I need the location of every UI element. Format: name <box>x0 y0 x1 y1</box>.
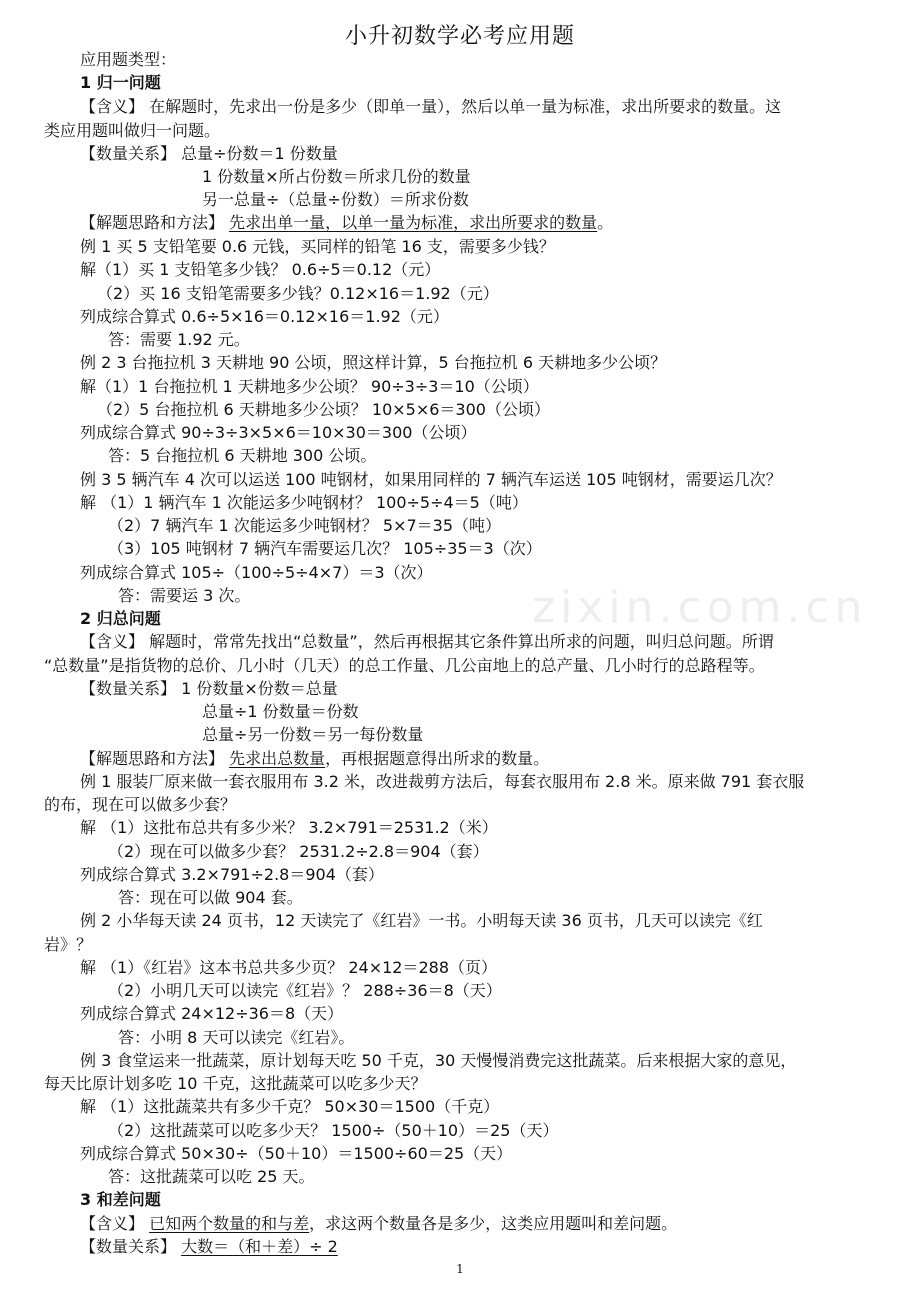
section-heading: 2 归总问题 <box>80 609 161 628</box>
example-question: 例 3 5 辆汽车 4 次可以运送 100 吨钢材，如果用同样的 7 辆汽车运送 105 吨钢材，需要运几次？ <box>80 470 782 489</box>
relation-line <box>80 142 338 165</box>
combined-formula: 列成综合算式 50×30÷（50＋10）＝1500÷60＝25（天） <box>80 1144 513 1163</box>
example-question-continuation: 每天比原计划多吃 10 千克，这批蔬菜可以吃多少天？ <box>44 1074 427 1093</box>
solution-step: （2）现在可以做多少套？ 2531.2÷2.8＝904（套） <box>108 842 489 861</box>
combined-formula: 列成综合算式 3.2×791÷2.8＝904（套） <box>80 865 384 884</box>
meaning-line <box>80 630 774 653</box>
meaning-text: 解题时，常常先找出“总数量”，然后再根据其它条件算出所求的问题，叫归总问题。所谓 <box>149 632 774 651</box>
solution-step: 解 （1）1 辆汽车 1 次能运多少吨钢材？ 100÷5÷4＝5（吨） <box>80 493 528 512</box>
solution-step: 解 （1）这批蔬菜共有多少千克？ 50×30＝1500（千克） <box>80 1097 500 1116</box>
relation-formula: 大数＝（和＋差）÷ 2 <box>181 1237 338 1256</box>
section-heading: 1 归一问题 <box>80 73 161 92</box>
method-end: 。 <box>597 213 614 232</box>
combined-formula: 列成综合算式 0.6÷5×16＝0.12×16＝1.92（元） <box>80 307 449 326</box>
solution-step: 解（1）买 1 支铅笔多少钱？ 0.6÷5＝0.12（元） <box>80 260 441 279</box>
relation-line <box>80 677 338 700</box>
solution-step: （2）买 16 支铅笔需要多少钱？0.12×16＝1.92（元） <box>97 284 499 303</box>
example-question-continuation: 的布，现在可以做多少套？ <box>44 795 237 814</box>
example-question: 例 1 服装厂原来做一套衣服用布 3.2 米，改进裁剪方法后，每套衣服用布 2.8 米。原来做 791 套衣服 <box>80 772 805 791</box>
solution-step: （2）5 台拖拉机 6 天耕地多少公顷？ 10×5×6＝300（公顷） <box>97 400 550 419</box>
document-title: 小升初数学必考应用题 <box>344 24 575 49</box>
meaning-line <box>80 95 781 118</box>
relation-formula: 总量÷另一份数＝另一每份数量 <box>202 725 424 744</box>
relation-label: 【数量关系】 <box>80 144 177 163</box>
meaning-text: 在解题时，先求出一份是多少（即单一量），然后以单一量为标准，求出所要求的数量。这 <box>149 97 782 116</box>
solution-step: （2）小明几天可以读完《红岩》？ 288÷36＝8（天） <box>108 981 502 1000</box>
relation-formula: 总量÷份数＝1 份数量 <box>181 144 338 163</box>
solution-step: （2）这批蔬菜可以吃多少天？ 1500÷（50＋10）＝25（天） <box>108 1121 559 1140</box>
meaning-line <box>80 1212 677 1235</box>
section-heading: 3 和差问题 <box>80 1190 161 1209</box>
meaning-text: 已知两个数量的和与差 <box>149 1214 310 1233</box>
relation-formula: 总量÷1 份数量＝份数 <box>202 702 359 721</box>
answer: 答：需要运 3 次。 <box>118 586 251 605</box>
solution-step: 解 （1）《红岩》这本书总共多少页？ 24×12＝288（页） <box>80 958 498 977</box>
relation-label: 【数量关系】 <box>80 679 177 698</box>
meaning-label: 【含义】 <box>80 97 145 116</box>
method-label: 【解题思路和方法】 <box>80 213 225 232</box>
relation-formula: 1 份数量×份数＝总量 <box>181 679 338 698</box>
solution-step: 解 （1）这批布总共有多少米？ 3.2×791＝2531.2（米） <box>80 818 498 837</box>
combined-formula: 列成综合算式 105÷（100÷5÷4×7）＝3（次） <box>80 563 433 582</box>
answer: 答：5 台拖拉机 6 天耕地 300 公顷。 <box>108 446 377 465</box>
example-question: 例 2 3 台拖拉机 3 天耕地 90 公顷，照这样计算，5 台拖拉机 6 天耕地多少公顷？ <box>80 353 667 372</box>
meaning-end: ，求这两个数量各是多少，这类应用题叫和差问题。 <box>309 1214 678 1233</box>
watermark: zixin.com.cn <box>532 582 868 633</box>
meaning-label: 【含义】 <box>80 632 145 651</box>
answer: 答：需要 1.92 元。 <box>108 330 250 349</box>
example-question: 例 3 食堂运来一批蔬菜，原计划每天吃 50 千克，30 天慢慢消费完这批蔬菜。后来根据大家的意见， <box>80 1051 797 1070</box>
meaning-continuation: 类应用题叫做归一问题。 <box>44 121 221 140</box>
combined-formula: 列成综合算式 24×12÷36＝8（天） <box>80 1004 344 1023</box>
method-text: 先求出总数量 <box>229 749 326 768</box>
meaning-continuation: “总数量”是指货物的总价、几小时（几天）的总工作量、几公亩地上的总产量、几小时行的总路程等。 <box>44 656 765 675</box>
solution-step: （2）7 辆汽车 1 次能运多少吨钢材？ 5×7＝35（吨） <box>108 516 502 535</box>
answer: 答：这批蔬菜可以吃 25 天。 <box>108 1167 315 1186</box>
example-question-continuation: 岩》？ <box>44 935 93 954</box>
method-line <box>80 211 613 234</box>
method-label: 【解题思路和方法】 <box>80 749 225 768</box>
relation-label: 【数量关系】 <box>80 1237 177 1256</box>
method-text: 先求出单一量，以单一量为标准，求出所要求的数量 <box>229 213 598 232</box>
intro-text: 应用题类型： <box>80 50 177 69</box>
page-number: 1 <box>456 1262 464 1276</box>
example-question: 例 1 买 5 支铅笔要 0.6 元钱，买同样的铅笔 16 支，需要多少钱？ <box>80 237 555 256</box>
example-question: 例 2 小华每天读 24 页书，12 天读完了《红岩》一书。小明每天读 36 页书，几天可以读完《红 <box>80 911 763 930</box>
relation-formula: 1 份数量×所占份数＝所求几份的数量 <box>202 167 471 186</box>
relation-line <box>80 1235 338 1258</box>
answer: 答：小明 8 天可以读完《红岩》。 <box>118 1028 355 1047</box>
solution-step: 解（1）1 台拖拉机 1 天耕地多少公顷？ 90÷3÷3＝10（公顷） <box>80 377 539 396</box>
method-line <box>80 747 549 770</box>
combined-formula: 列成综合算式 90÷3÷3×5×6＝10×30＝300（公顷） <box>80 423 477 442</box>
method-end: ，再根据题意得出所求的数量。 <box>325 749 550 768</box>
answer: 答：现在可以做 904 套。 <box>118 888 303 907</box>
solution-step: （3）105 吨钢材 7 辆汽车需要运几次？ 105÷35＝3（次） <box>108 539 542 558</box>
meaning-label: 【含义】 <box>80 1214 145 1233</box>
relation-formula: 另一总量÷（总量÷份数）＝所求份数 <box>202 190 469 209</box>
